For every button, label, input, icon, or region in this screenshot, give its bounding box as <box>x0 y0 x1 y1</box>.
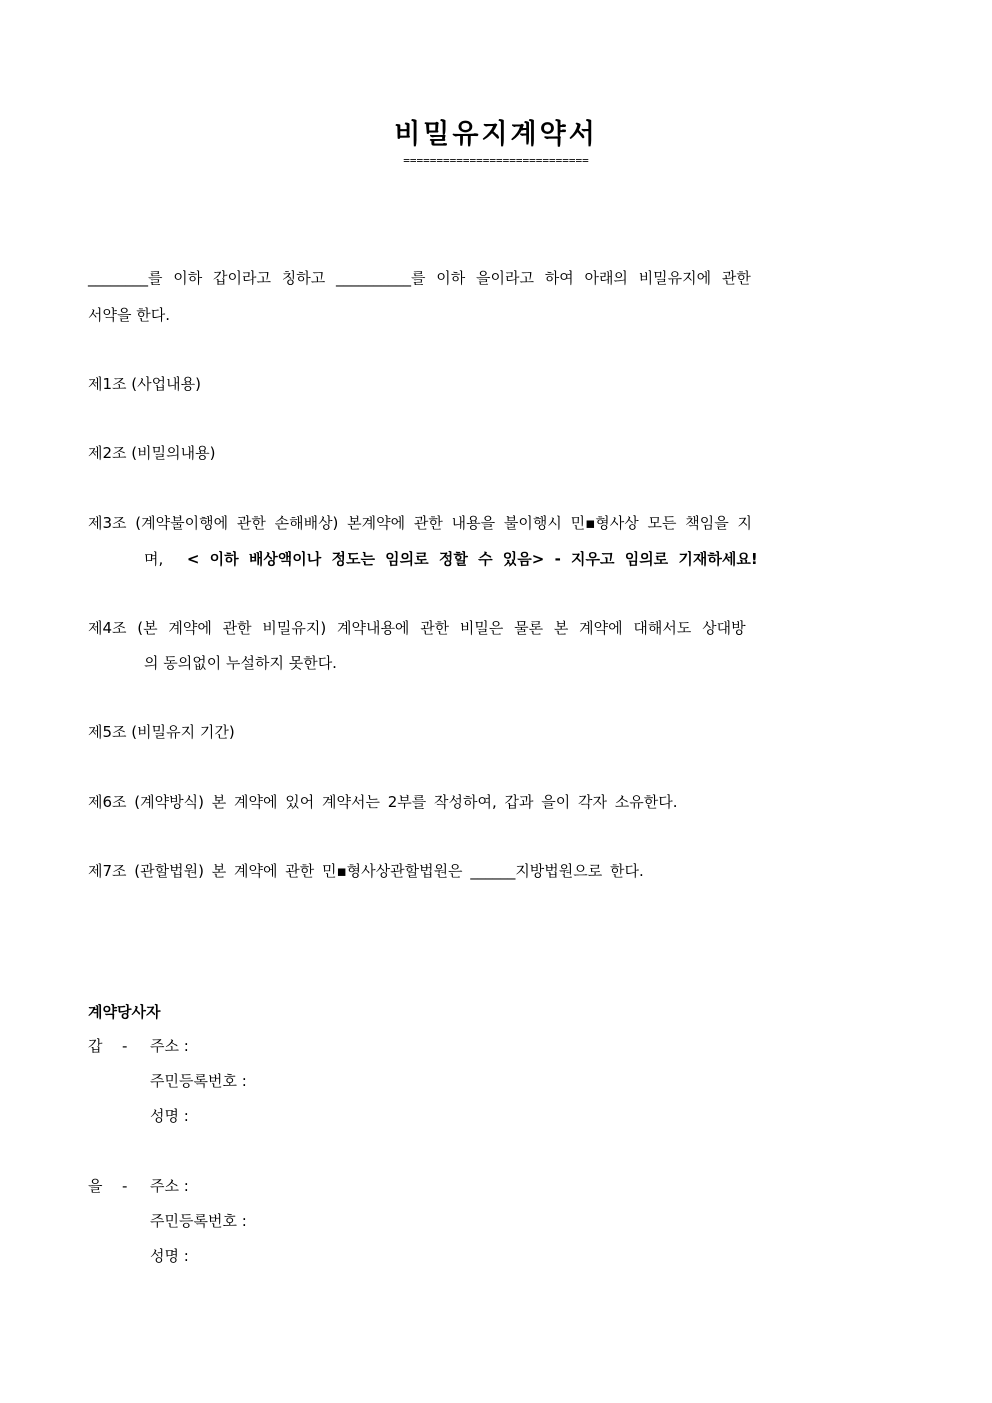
article-7: 제7조 (관할법원) 본 계약에 관한 민▪형사상관할법원은 ______지방법원으로 한다. <box>88 862 644 880</box>
intro-line-2: 서약을 한다. <box>88 306 170 324</box>
article-5: 제5조 (비밀유지 기간) <box>88 723 235 741</box>
article-3-prefix: 며, <box>144 550 164 568</box>
party-a-name: 갑 <box>88 1037 103 1055</box>
article-3-line-1: 제3조 (계약불이행에 관한 손해배상) 본계약에 관한 내용을 불이행시 민▪형사상 모든 책임을 지 <box>88 514 752 532</box>
intro-line-1: ________를 이하 갑이라고 칭하고 __________를 이하 을이라고 하여 아래의 비밀유지에 관한 <box>88 269 751 287</box>
article-4-line-1: 제4조 (본 계약에 관한 비밀유지) 계약내용에 관한 비밀은 물론 본 계약에 대해서도 상대방 <box>88 619 746 637</box>
party-a-name-label: 성명 : <box>150 1107 189 1125</box>
party-b-name: 을 <box>88 1177 103 1195</box>
document-title: 비밀유지계약서 <box>394 119 598 150</box>
article-4-line-2: 의 동의없이 누설하지 못한다. <box>144 654 337 672</box>
article-3-line-2 <box>144 549 758 569</box>
party-a-address-label: 주소 : <box>150 1037 189 1055</box>
party-b-dash: - <box>122 1177 128 1195</box>
party-b-address-label: 주소 : <box>150 1177 189 1195</box>
article-3-bold-note: < 이하 배상액이나 정도는 임의로 정할 수 있음> - 지우고 임의로 기재하세요! <box>186 550 758 568</box>
article-1: 제1조 (사업내용) <box>88 375 201 393</box>
party-a-dash: - <box>122 1037 128 1055</box>
party-a-id-label: 주민등록번호 : <box>150 1072 247 1090</box>
article-6: 제6조 (계약방식) 본 계약에 있어 계약서는 2부를 작성하여, 갑과 을이 각자 소유한다. <box>88 793 678 811</box>
party-b-id-label: 주민등록번호 : <box>150 1212 247 1230</box>
title-underline-rule: ============================ <box>403 154 589 167</box>
parties-heading: 계약당사자 <box>88 1003 161 1021</box>
party-b-name-label: 성명 : <box>150 1247 189 1265</box>
article-2: 제2조 (비밀의내용) <box>88 444 216 462</box>
